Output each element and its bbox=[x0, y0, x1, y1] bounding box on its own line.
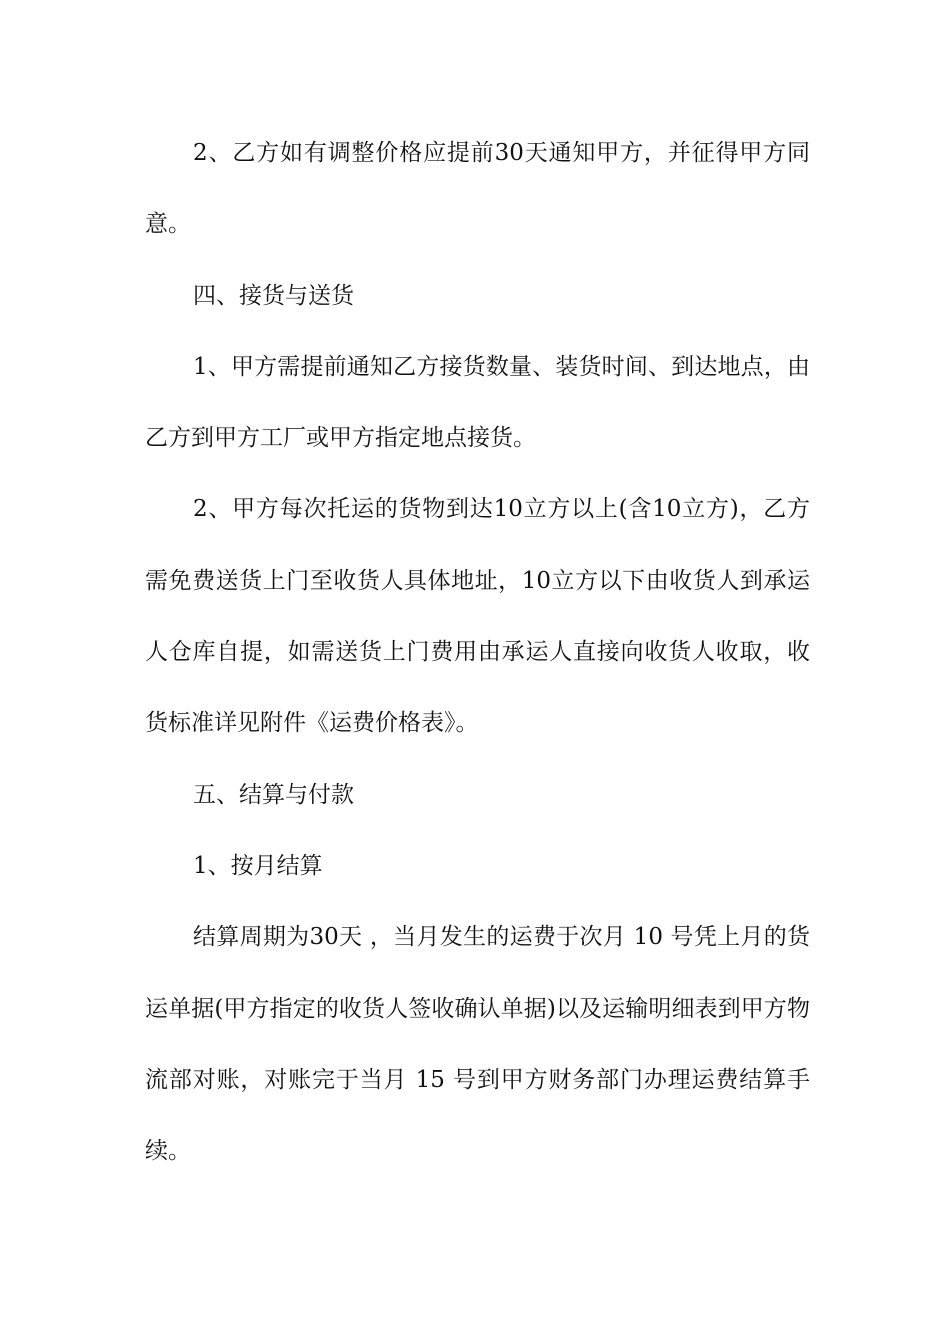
paragraph-settlement-cycle: 结算周期为30天 ，当月发生的运费于次月 10 号凭上月的货运单据(甲方指定的收货人签收确认单据)以及运输明细表到甲方物流部对账，对账完于当月 15 号到甲方财务部门办理运费结算手续。 bbox=[145, 924, 810, 1165]
paragraph-price-adjustment: 2、乙方如有调整价格应提前30天通知甲方，并征得甲方同意。 bbox=[145, 140, 810, 238]
paragraph-delivery-terms: 2、甲方每次托运的货物到达10立方以上(含10立方)，乙方需免费送货上门至收货人具体地址，10立方以下由收货人到承运人仓库自提，如需送货上门费用由承运人直接向收货人收取，收货标准详见附件《运费价格表》。 bbox=[145, 496, 810, 737]
document-body bbox=[145, 118, 810, 1187]
subheading-monthly-settlement: 1、按月结算 bbox=[193, 852, 323, 879]
section-heading-pickup-delivery: 四、接货与送货 bbox=[193, 282, 354, 309]
paragraph-pickup-notice: 1、甲方需提前通知乙方接货数量、装货时间、到达地点，由乙方到甲方工厂或甲方指定地点接货。 bbox=[145, 353, 810, 452]
section-heading-settlement-payment: 五、结算与付款 bbox=[193, 781, 354, 808]
